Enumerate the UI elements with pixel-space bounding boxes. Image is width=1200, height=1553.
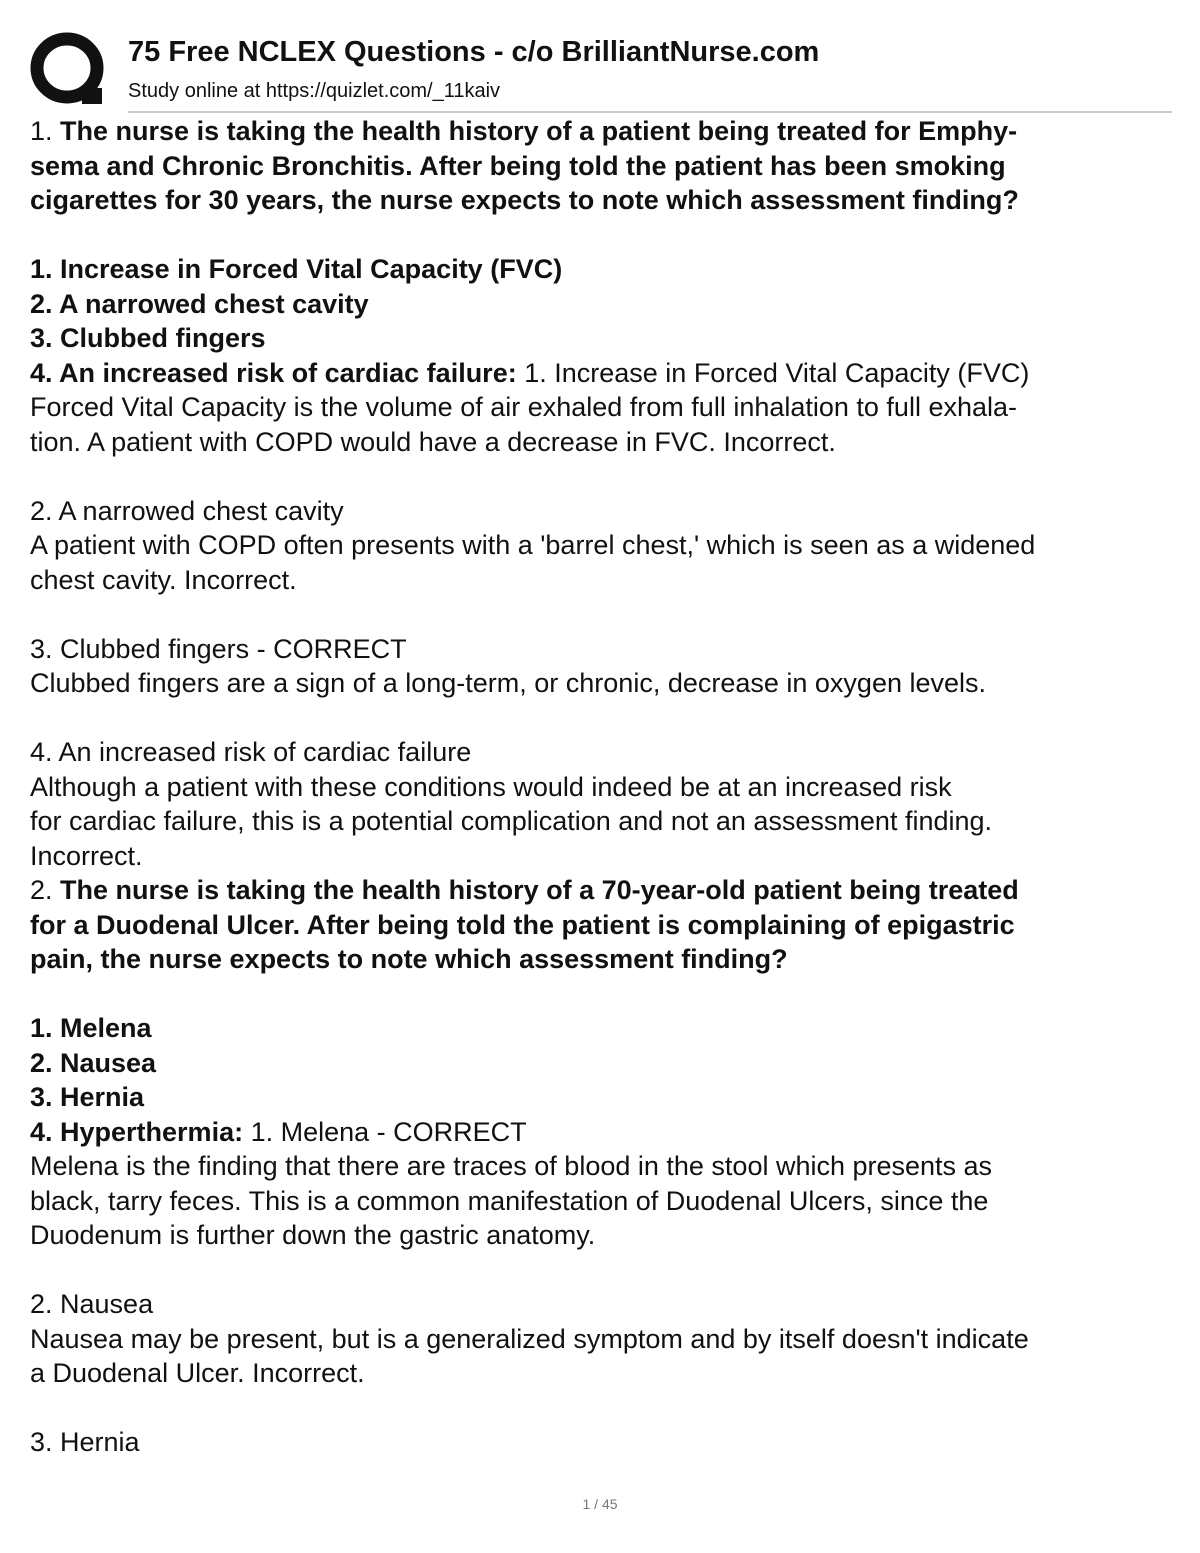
question-2-option-4: 4. Hyperthermia:	[30, 1116, 244, 1147]
question-1-option-4-line	[30, 356, 1180, 391]
question-1-line-3: cigarettes for 30 years, the nurse expects to note which assessment finding?	[30, 185, 1019, 215]
question-2-option-3: 3. Hernia	[30, 1082, 145, 1112]
answer-1-line: tion. A patient with COPD would have a decrease in FVC. Incorrect.	[30, 426, 836, 457]
document-subtitle: Study online at https://quizlet.com/_11kaiv	[128, 80, 501, 102]
answer-2-line: black, tarry feces. This is a common manifestation of Duodenal Ulcers, since the	[30, 1185, 989, 1216]
header-divider	[128, 111, 1172, 113]
question-2-line-2: for a Duodenal Ulcer. After being told the patient is complaining of epigastric	[30, 909, 1015, 940]
answer-1-line: Forced Vital Capacity is the volume of air exhaled from full inhalation to full exhala-	[30, 392, 1018, 422]
answer-2-line: Nausea may be present, but is a generalized symptom and by itself doesn't indicate	[30, 1323, 1029, 1354]
question-1-line-2: sema and Chronic Bronchitis. After being told the patient has been smoking	[30, 150, 1006, 181]
answer-2-line: Duodenum is further down the gastric anatomy.	[30, 1220, 596, 1250]
answer-1-line: Although a patient with these conditions would indeed be at an increased risk	[30, 771, 952, 802]
question-2-option-1: 1. Melena	[30, 1013, 152, 1043]
document-header	[30, 30, 1172, 110]
answer-1-line: chest cavity. Incorrect.	[30, 564, 297, 595]
question-2-number: 2.	[30, 875, 53, 905]
question-2-text: The nurse is taking the health history of a 70-year-old patient being treated	[60, 875, 1019, 905]
answer-1-line: 2. A narrowed chest cavity	[30, 495, 344, 526]
question-2-line-3: pain, the nurse expects to note which assessment finding?	[30, 944, 788, 974]
quizlet-logo-icon	[30, 32, 108, 108]
question-2-answer-first: 1. Melena - CORRECT	[250, 1116, 527, 1147]
answer-1-line: 4. An increased risk of cardiac failure	[30, 737, 472, 767]
question-2-line-1	[30, 873, 1180, 908]
question-1-option-4: 4. An increased risk of cardiac failure:	[30, 357, 517, 388]
answer-1-line: for cardiac failure, this is a potential complication and not an assessment finding.	[30, 806, 993, 836]
document-body	[30, 114, 1180, 1460]
answer-2-line: a Duodenal Ulcer. Incorrect.	[30, 1358, 365, 1388]
document-title: 75 Free NCLEX Questions - c/o BrilliantNurse.com	[128, 36, 820, 68]
question-1-text: The nurse is taking the health history of a patient being treated for Emphy-	[60, 116, 1018, 146]
question-2-option-4-line	[30, 1115, 1180, 1150]
answer-1-line: A patient with COPD often presents with a 'barrel chest,' which is seen as a widened	[30, 530, 1036, 560]
answer-1-line: Clubbed fingers are a sign of a long-term, or chronic, decrease in oxygen levels.	[30, 668, 987, 698]
question-1-number: 1.	[30, 116, 53, 146]
question-1-answer-first: 1. Increase in Forced Vital Capacity (FVC)	[524, 357, 1030, 388]
question-1-option-2: 2. A narrowed chest cavity	[30, 288, 369, 319]
answer-2-line: Melena is the finding that there are traces of blood in the stool which presents as	[30, 1151, 993, 1181]
answer-1-line: Incorrect.	[30, 840, 143, 871]
answer-2-line: 2. Nausea	[30, 1289, 154, 1319]
question-1-option-1: 1. Increase in Forced Vital Capacity (FVC)	[30, 254, 563, 284]
question-1-option-3: 3. Clubbed fingers	[30, 323, 266, 353]
answer-1-line: 3. Clubbed fingers - CORRECT	[30, 633, 407, 664]
question-1-line-1	[30, 114, 1180, 149]
question-2-option-2: 2. Nausea	[30, 1047, 157, 1078]
page-number: 1 / 45	[582, 1496, 618, 1512]
answer-2-line: 3. Hernia	[30, 1427, 140, 1457]
